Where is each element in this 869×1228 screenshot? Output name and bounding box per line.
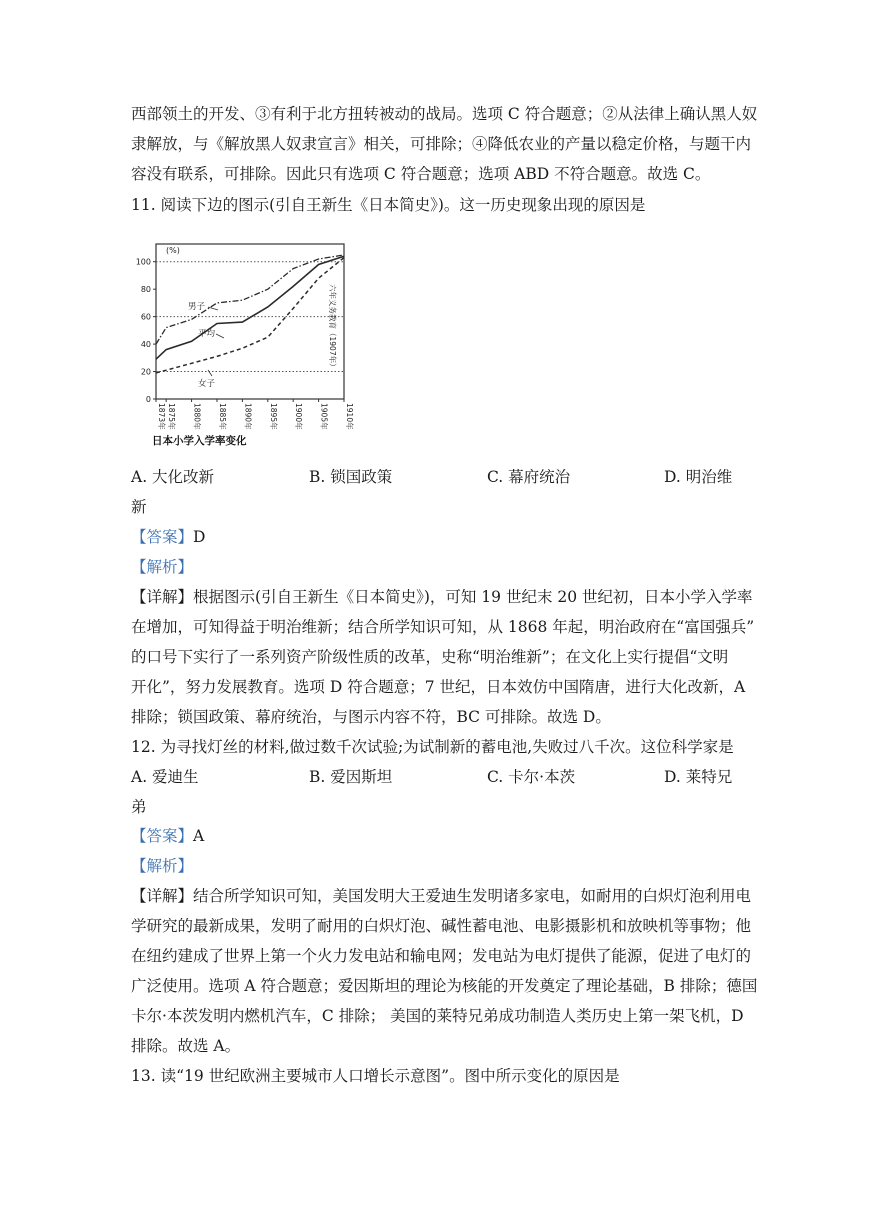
question-11-stem: 11. 阅读下边的图示(引自王新生《日本简史》)。这一历史现象出现的原因是 <box>131 196 646 214</box>
q12-option-b: B. 爱因斯坦 <box>309 768 393 786</box>
q12-analysis <box>131 855 193 877</box>
answer-value: D <box>193 528 206 546</box>
chart-title: 日本小学入学率变化 <box>152 435 247 447</box>
q11-detail-line: 开化”，努力发展教育。选项 D 符合题意；7 世纪，日本效仿中国隋唐，进行大化改新，A <box>131 678 746 696</box>
x-tick-label: 1890年 <box>243 403 253 430</box>
q12-detail-line: 广泛使用。选项 A 符合题意；爱因斯坦的理论为核能的开发奠定了理论基础，B 排除；德国 <box>131 977 758 995</box>
series-label: 女子 <box>198 379 216 389</box>
y-tick-label: 0 <box>145 395 151 404</box>
series-line <box>156 258 344 373</box>
enrollment-chart <box>130 238 370 458</box>
q12-detail-line <box>131 885 751 907</box>
analysis-tag: 【解析】 <box>131 857 194 875</box>
q12-option-d: D. 莱特兄 <box>664 768 733 786</box>
q11-detail-line <box>131 586 753 608</box>
analysis-tag: 【解析】 <box>131 558 194 576</box>
question-13-stem: 13. 读“19 世纪欧洲主要城市人口增长示意图”。图中所示变化的原因是 <box>131 1067 620 1085</box>
q11-detail-line: 在增加，可知得益于明治维新；结合所学知识可知，从 1868 年起，明治政府在“富国强兵” <box>131 618 755 636</box>
q11-option-c: C. 幕府统治 <box>487 468 571 486</box>
detail-tag: 【详解】 <box>131 588 194 606</box>
paragraph-line: 西部领土的开发、③有利于北方扭转被动的战局。选项 C 符合题意；②从法律上确认黑人奴 <box>131 105 758 123</box>
y-unit-label: (%) <box>166 246 180 255</box>
x-tick-label: 1873年 <box>157 403 166 430</box>
paragraph-line: 隶解放，与《解放黑人奴隶宣言》相关，可排除；④降低农业的产量以稳定价格，与题干内 <box>131 135 752 153</box>
q11-option-wrap: 新 <box>131 498 147 516</box>
series-label: 男子 <box>188 302 206 312</box>
detail-text: 根据图示(引自王新生《日本简史》)，可知 19 世纪末 20 世纪初，日本小学入学率 <box>193 588 753 606</box>
q11-option-a: A. 大化改新 <box>131 468 215 486</box>
q11-detail-line: 排除；锁国政策、幕府统治，与图示内容不符，BC 可排除。故选 D。 <box>131 708 611 726</box>
q12-detail-line: 卡尔·本茨发明内燃机汽车，C 排除； 美国的莱特兄弟成功制造人类历史上第一架飞机，D <box>131 1007 744 1025</box>
detail-tag: 【详解】 <box>131 887 194 905</box>
series-label-leader <box>216 334 224 338</box>
x-tick-label: 1910年 <box>345 403 354 430</box>
chart-svg <box>130 238 370 458</box>
annotation-text: 六年义务教育（1907年） <box>328 284 337 371</box>
series-label-leader <box>208 370 212 376</box>
q12-option-wrap: 弟 <box>131 798 147 816</box>
x-tick-label: 1905年 <box>319 403 329 430</box>
q12-option-a: A. 爱迪生 <box>131 768 199 786</box>
q12-option-c: C. 卡尔·本茨 <box>487 768 576 786</box>
q11-detail-line: 的口号下实行了一系列资产阶级性质的改革，史称“明治维新”；在文化上实行提倡“文明 <box>131 648 729 666</box>
q11-answer <box>131 526 205 548</box>
q11-analysis <box>131 556 193 578</box>
q11-option-d: D. 明治维 <box>664 468 733 486</box>
y-tick-label: 80 <box>140 285 151 295</box>
q11-option-b: B. 锁国政策 <box>309 468 393 486</box>
y-tick-label: 100 <box>135 257 151 267</box>
q12-detail-line: 学研究的最新成果，发明了耐用的白炽灯泡、碱性蓄电池、电影摄影机和放映机等事物；他 <box>131 917 752 935</box>
series-label: 平均 <box>198 329 216 339</box>
answer-tag: 【答案】 <box>131 827 194 845</box>
y-tick-label: 40 <box>140 340 151 350</box>
x-tick-label: 1900年 <box>294 403 304 430</box>
question-12-stem: 12. 为寻找灯丝的材料,做过数千次试验;为试制新的蓄电池,失败过八千次。这位科学家是 <box>131 738 734 756</box>
x-tick-label: 1885年 <box>217 403 227 430</box>
q12-answer <box>131 825 204 847</box>
series-line <box>156 256 344 359</box>
answer-tag: 【答案】 <box>131 528 194 546</box>
y-tick-label: 20 <box>140 367 151 377</box>
detail-text: 结合所学知识可知，美国发明大王爱迪生发明诸多家电，如耐用的白炽灯泡利用电 <box>193 887 752 905</box>
q12-detail-line: 在纽约建成了世界上第一个火力发电站和输电网；发电站为电灯提供了能源，促进了电灯的 <box>131 947 752 965</box>
x-tick-label: 1875年 <box>167 403 177 430</box>
y-tick-label: 60 <box>140 312 151 322</box>
q12-detail-line: 排除。故选 A。 <box>131 1037 241 1055</box>
x-tick-label: 1880年 <box>192 403 202 430</box>
paragraph-line: 容没有联系，可排除。因此只有选项 C 符合题意；选项 ABD 不符合题意。故选 C。 <box>131 165 711 183</box>
series-label-leader <box>208 307 218 310</box>
x-tick-label: 1895年 <box>268 403 278 430</box>
answer-value: A <box>193 827 205 845</box>
series-line <box>156 255 344 344</box>
